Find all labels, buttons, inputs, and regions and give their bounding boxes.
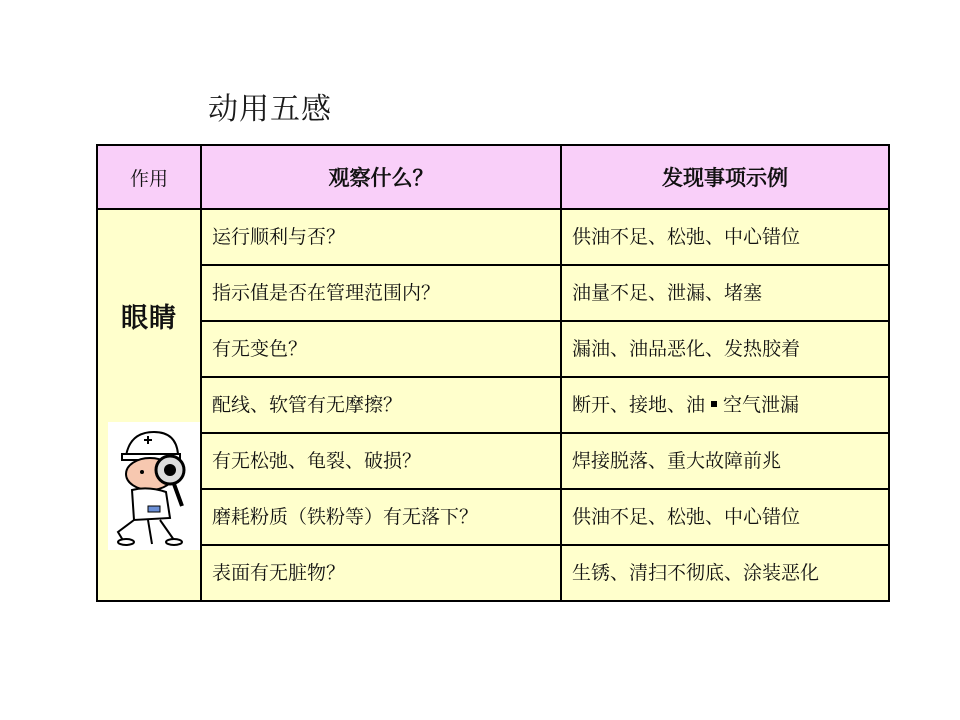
bullet-separator [711, 401, 717, 407]
table-row [97, 433, 889, 489]
example-cell: 焊接脱落、重大故障前兆 [561, 433, 889, 489]
observe-cell: 运行顺利与否？ [201, 209, 561, 265]
five-senses-table [96, 144, 890, 602]
observe-cell: 配线、软管有无摩擦？ [201, 377, 561, 433]
table-row [97, 321, 889, 377]
table-row [97, 209, 889, 265]
table-header-row [97, 145, 889, 209]
slide-title: 动用五感 [208, 92, 332, 127]
example-cell: 供油不足、松弛、中心错位 [561, 209, 889, 265]
example-part-b: 空气泄漏 [723, 394, 800, 416]
table-row [97, 265, 889, 321]
example-cell: 漏油、油品恶化、发热胶着 [561, 321, 889, 377]
role-cell [97, 209, 201, 601]
table-row [97, 545, 889, 601]
observe-cell: 有无变色？ [201, 321, 561, 377]
table-row [97, 489, 889, 545]
example-cell: 油量不足、泄漏、堵塞 [561, 265, 889, 321]
observe-cell: 表面有无脏物？ [201, 545, 561, 601]
observe-cell: 指示值是否在管理范围内？ [201, 265, 561, 321]
header-examples: 发现事项示例 [561, 145, 889, 209]
header-observe: 观察什么？ [201, 145, 561, 209]
observe-cell: 磨耗粉质（铁粉等）有无落下？ [201, 489, 561, 545]
table-row [97, 377, 889, 433]
example-cell: 生锈、清扫不彻底、涂装恶化 [561, 545, 889, 601]
inspector-with-magnifier-icon [108, 422, 200, 550]
header-role: 作用 [97, 145, 201, 209]
example-part-a: 断开、接地、油 [572, 394, 706, 416]
role-label: 眼睛 [121, 303, 177, 334]
example-cell [561, 377, 889, 433]
observe-cell: 有无松弛、龟裂、破损？ [201, 433, 561, 489]
example-cell: 供油不足、松弛、中心错位 [561, 489, 889, 545]
